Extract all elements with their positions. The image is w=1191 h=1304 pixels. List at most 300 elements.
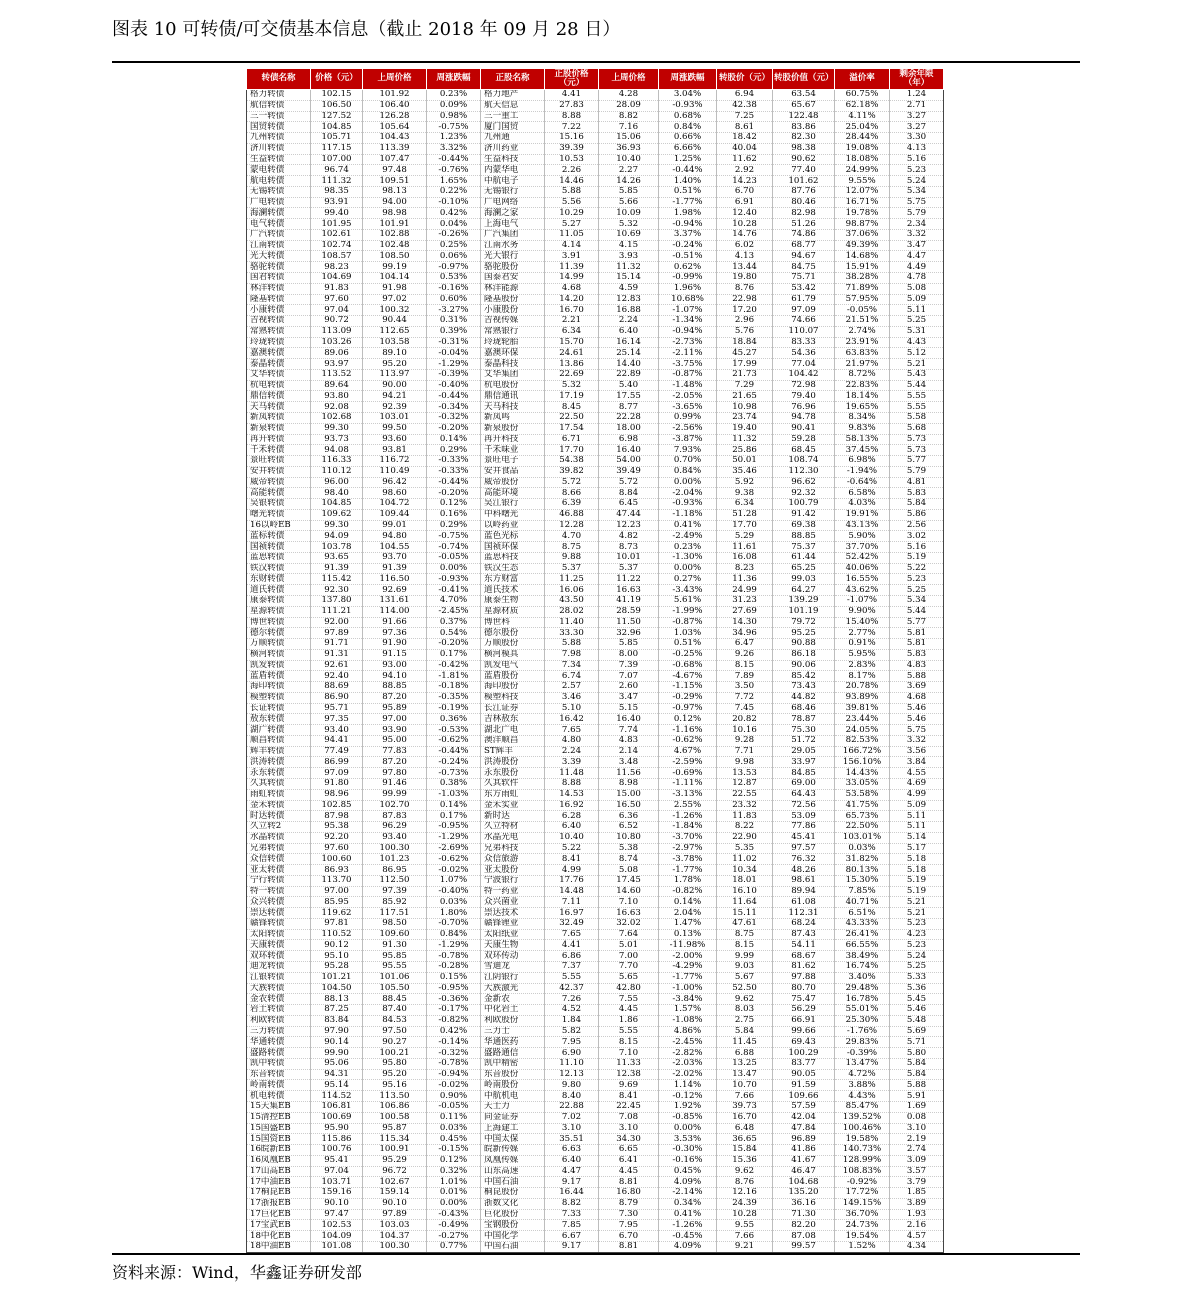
- table-cell: -0.16%: [659, 1155, 717, 1166]
- table-row: [247, 1048, 944, 1059]
- table-cell: 3.79: [890, 1177, 944, 1188]
- table-cell: 100.58: [363, 1112, 427, 1123]
- table-cell: 7.85: [545, 1220, 599, 1231]
- table-cell: 2.34: [890, 219, 944, 230]
- table-cell: 97.81: [311, 918, 363, 929]
- table-cell: 14.20: [545, 294, 599, 305]
- table-cell: 14.46: [545, 176, 599, 187]
- table-row: [247, 1145, 944, 1156]
- table-row: [247, 940, 944, 951]
- table-cell: 2.74: [890, 1145, 944, 1156]
- table-cell: 29.48%: [835, 983, 890, 994]
- table-cell: 99.66: [773, 1026, 835, 1037]
- table-row: [247, 1177, 944, 1188]
- table-cell: 0.84%: [427, 929, 481, 940]
- table-cell: 15国盛EB: [247, 1123, 311, 1134]
- table-cell: 96.72: [363, 1166, 427, 1177]
- table-cell: 64.27: [773, 585, 835, 596]
- table-cell: 0.00%: [659, 563, 717, 574]
- table-cell: 96.42: [363, 477, 427, 488]
- table-cell: 109.60: [363, 929, 427, 940]
- table-cell: -3.70%: [659, 832, 717, 843]
- table-cell: -0.42%: [427, 660, 481, 671]
- table-cell: 113.09: [311, 326, 363, 337]
- table-cell: 166.72%: [835, 746, 890, 757]
- table-row: [247, 735, 944, 746]
- table-cell: 11.36: [717, 574, 773, 585]
- table-cell: 8.88: [545, 779, 599, 790]
- table-cell: 5.48: [890, 1015, 944, 1026]
- table-cell: 12.87: [717, 779, 773, 790]
- table-cell: 10.01: [599, 552, 659, 563]
- table-cell: 17巨化EB: [247, 1209, 311, 1220]
- table-cell: -1.03%: [427, 789, 481, 800]
- table-cell: 18.00: [599, 423, 659, 434]
- table-cell: 77.83: [363, 746, 427, 757]
- table-cell: 机电转债: [247, 1091, 311, 1102]
- table-cell: 9.55%: [835, 176, 890, 187]
- table-cell: 40.04: [717, 143, 773, 154]
- table-cell: 7.85%: [835, 886, 890, 897]
- table-cell: 10.40: [545, 832, 599, 843]
- table-cell: 126.28: [363, 111, 427, 122]
- table-cell: 4.80: [545, 735, 599, 746]
- table-cell: 华通医药: [481, 1037, 545, 1048]
- table-cell: 86.90: [311, 692, 363, 703]
- table-cell: -0.62%: [427, 735, 481, 746]
- table-cell: -0.45%: [659, 1231, 717, 1242]
- table-cell: 特一转债: [247, 886, 311, 897]
- table-cell: 0.39%: [427, 326, 481, 337]
- table-cell: 7.00: [599, 951, 659, 962]
- table-cell: 0.03%: [427, 1123, 481, 1134]
- source-note: 资料来源：Wind，华鑫证券研发部: [112, 1263, 362, 1282]
- table-cell: 4.13: [890, 143, 944, 154]
- table-cell: 24.73%: [835, 1220, 890, 1231]
- table-cell: 天马转债: [247, 402, 311, 413]
- table-cell: 18.01: [717, 875, 773, 886]
- table-cell: 0.00%: [427, 1198, 481, 1209]
- table-cell: 盛路通信: [481, 1048, 545, 1059]
- table-row: [247, 197, 944, 208]
- table-row: [247, 962, 944, 973]
- table-cell: 洪涛股份: [481, 757, 545, 768]
- table-cell: 139.29: [773, 595, 835, 606]
- table-cell: -0.24%: [659, 240, 717, 251]
- table-cell: 59.28: [773, 434, 835, 445]
- table-cell: 97.04: [311, 305, 363, 316]
- table-cell: 11.64: [717, 897, 773, 908]
- table-cell: 39.81%: [835, 703, 890, 714]
- table-cell: 47.61: [717, 918, 773, 929]
- table-cell: 90.88: [773, 639, 835, 650]
- table-cell: 42.04: [773, 1112, 835, 1123]
- table-cell: 5.23: [890, 574, 944, 585]
- table-cell: 97.00: [311, 886, 363, 897]
- table-cell: 13.47: [717, 1069, 773, 1080]
- table-cell: 7.08: [599, 1112, 659, 1123]
- table-cell: 16.74%: [835, 962, 890, 973]
- table-cell: 洪涛转债: [247, 757, 311, 768]
- table-cell: 内蒙华电: [481, 165, 545, 176]
- table-cell: -0.85%: [659, 1112, 717, 1123]
- table-cell: 11.39: [545, 262, 599, 273]
- table-cell: 6.47: [717, 639, 773, 650]
- table-cell: -2.56%: [659, 423, 717, 434]
- table-cell: 3.89: [890, 1198, 944, 1209]
- table-cell: 0.31%: [427, 316, 481, 327]
- table-cell: 8.73: [599, 542, 659, 553]
- table-cell: 35.46: [717, 466, 773, 477]
- table-cell: 14.23: [717, 176, 773, 187]
- table-cell: 5.23: [890, 918, 944, 929]
- table-cell: 盛路转债: [247, 1048, 311, 1059]
- table-cell: 5.27: [545, 219, 599, 230]
- table-cell: 太阳转债: [247, 929, 311, 940]
- table-row: [247, 929, 944, 940]
- table-cell: 3.69: [890, 682, 944, 693]
- table-cell: 3.47: [599, 692, 659, 703]
- table-cell: 0.60%: [427, 294, 481, 305]
- table-cell: 43.33%: [835, 918, 890, 929]
- table-cell: 5.84: [717, 1026, 773, 1037]
- table-cell: 93.00: [363, 660, 427, 671]
- table-cell: -0.75%: [427, 122, 481, 133]
- table-cell: 8.15: [717, 660, 773, 671]
- table-cell: 2.26: [545, 165, 599, 176]
- table-cell: 56.29: [773, 1005, 835, 1016]
- table-cell: 41.75%: [835, 800, 890, 811]
- table-cell: 3.46: [545, 692, 599, 703]
- table-cell: 8.61: [717, 122, 773, 133]
- table-cell: 九州转债: [247, 133, 311, 144]
- table-body: [247, 90, 944, 1253]
- table-cell: 115.34: [363, 1134, 427, 1145]
- table-cell: 109.44: [363, 509, 427, 520]
- table-cell: 5.72: [599, 477, 659, 488]
- table-cell: 6.45: [599, 499, 659, 510]
- table-cell: 106.50: [311, 100, 363, 111]
- table-cell: 7.70: [599, 962, 659, 973]
- table-cell: 28.02: [545, 606, 599, 617]
- table-cell: 特一药业: [481, 886, 545, 897]
- table-cell: 2.92: [717, 165, 773, 176]
- table-cell: 9.98: [717, 757, 773, 768]
- table-cell: 7.65: [545, 725, 599, 736]
- table-cell: 6.66%: [659, 143, 717, 154]
- column-header: 周涨跌幅: [659, 69, 717, 90]
- table-cell: 13.86: [545, 359, 599, 370]
- table-cell: 4.99: [890, 789, 944, 800]
- table-cell: 11.32: [717, 434, 773, 445]
- table-cell: 国君转债: [247, 273, 311, 284]
- table-cell: -2.59%: [659, 757, 717, 768]
- table-cell: 114.52: [311, 1091, 363, 1102]
- table-cell: 17.70: [717, 520, 773, 531]
- table-cell: 5.38: [599, 843, 659, 854]
- column-header: 正股价格（元）: [545, 69, 599, 90]
- table-cell: 久其软件: [481, 779, 545, 790]
- table-cell: 104.42: [773, 369, 835, 380]
- table-cell: 0.68%: [659, 111, 717, 122]
- table-cell: -1.00%: [659, 983, 717, 994]
- page-title: 图表 10 可转债/可交债基本信息（截止 2018 年 09 月 28 日）: [112, 19, 621, 40]
- table-cell: 159.14: [363, 1188, 427, 1199]
- table-cell: 13.47%: [835, 1058, 890, 1069]
- table-cell: 6.58%: [835, 488, 890, 499]
- table-cell: 5.91: [890, 1091, 944, 1102]
- table-cell: 19.91%: [835, 509, 890, 520]
- table-cell: -2.04%: [659, 488, 717, 499]
- table-cell: 115.42: [311, 574, 363, 585]
- table-cell: 0.06%: [427, 251, 481, 262]
- table-cell: 6.28: [545, 811, 599, 822]
- table-cell: 105.50: [363, 983, 427, 994]
- table-cell: -0.87%: [659, 369, 717, 380]
- table-cell: 4.03%: [835, 499, 890, 510]
- table-cell: 1.96%: [659, 283, 717, 294]
- table-row: [247, 951, 944, 962]
- table-cell: 16.78%: [835, 994, 890, 1005]
- table-cell: -0.20%: [427, 423, 481, 434]
- bond-table-container: [246, 68, 943, 1253]
- table-cell: 13.44: [717, 262, 773, 273]
- table-cell: 10.53: [545, 154, 599, 165]
- table-cell: 100.79: [773, 499, 835, 510]
- table-cell: 6.70: [599, 1231, 659, 1242]
- table-cell: 90.06: [773, 660, 835, 671]
- table-cell: 横河转债: [247, 649, 311, 660]
- table-cell: 83.84: [311, 1015, 363, 1026]
- table-cell: 33.30: [545, 628, 599, 639]
- table-cell: 0.17%: [427, 811, 481, 822]
- table-cell: 102.15: [311, 90, 363, 101]
- table-cell: 1.14%: [659, 1080, 717, 1091]
- table-cell: 同金证券: [481, 1112, 545, 1123]
- table-cell: 7.71: [717, 746, 773, 757]
- table-cell: -3.87%: [659, 434, 717, 445]
- table-cell: 32.96: [599, 628, 659, 639]
- table-cell: 济川转债: [247, 143, 311, 154]
- table-cell: 0.45%: [427, 1134, 481, 1145]
- table-cell: 众兴转债: [247, 897, 311, 908]
- table-cell: 16.70: [545, 305, 599, 316]
- table-cell: 113.97: [363, 369, 427, 380]
- table-cell: -0.82%: [659, 886, 717, 897]
- table-cell: 90.14: [311, 1037, 363, 1048]
- table-cell: 蓝思转债: [247, 552, 311, 563]
- table-row: [247, 1209, 944, 1220]
- table-cell: 杭电股份: [481, 380, 545, 391]
- table-cell: 华通转债: [247, 1037, 311, 1048]
- table-cell: 9.26: [717, 649, 773, 660]
- table-cell: 11.25: [545, 574, 599, 585]
- table-cell: 4.57: [890, 1231, 944, 1242]
- table-cell: 103.01%: [835, 832, 890, 843]
- table-cell: -0.20%: [427, 488, 481, 499]
- table-cell: 东音股份: [481, 1069, 545, 1080]
- table-cell: 曙光转债: [247, 509, 311, 520]
- table-cell: 9.03: [717, 962, 773, 973]
- table-cell: 2.83%: [835, 660, 890, 671]
- table-cell: 72.56: [773, 800, 835, 811]
- table-row: [247, 456, 944, 467]
- table-cell: 7.66: [717, 1231, 773, 1242]
- table-cell: -0.74%: [427, 542, 481, 553]
- bond-info-table: [246, 68, 944, 1253]
- table-cell: 双环传动: [481, 951, 545, 962]
- table-cell: 江南水务: [481, 240, 545, 251]
- table-cell: 108.50: [363, 251, 427, 262]
- table-cell: 107.47: [363, 154, 427, 165]
- table-cell: 5.25: [890, 316, 944, 327]
- table-cell: 63.83%: [835, 348, 890, 359]
- table-cell: 上海建工: [481, 1123, 545, 1134]
- table-cell: 9.80: [545, 1080, 599, 1091]
- table-cell: 111.21: [311, 606, 363, 617]
- table-cell: 14.76: [717, 229, 773, 240]
- table-cell: 127.52: [311, 111, 363, 122]
- table-cell: 97.39: [363, 886, 427, 897]
- table-cell: -0.95%: [427, 822, 481, 833]
- table-cell: -1.18%: [659, 509, 717, 520]
- table-cell: 93.89%: [835, 692, 890, 703]
- table-cell: 8.66: [545, 488, 599, 499]
- table-row: [247, 111, 944, 122]
- table-cell: 中航电子: [481, 176, 545, 187]
- table-cell: 91.59: [773, 1080, 835, 1091]
- table-cell: 32.02: [599, 918, 659, 929]
- table-cell: 5.24: [890, 951, 944, 962]
- table-cell: 21.73: [717, 369, 773, 380]
- table-cell: -1.77%: [659, 197, 717, 208]
- table-cell: 4.55: [890, 768, 944, 779]
- table-cell: 5.16: [890, 154, 944, 165]
- table-cell: 97.47: [311, 1209, 363, 1220]
- table-cell: 80.13%: [835, 865, 890, 876]
- table-cell: 5.58: [890, 412, 944, 423]
- table-cell: 万顺转债: [247, 639, 311, 650]
- table-cell: 94.10: [363, 671, 427, 682]
- table-cell: -0.28%: [427, 962, 481, 973]
- table-cell: 5.75: [890, 197, 944, 208]
- table-cell: 6.34: [545, 326, 599, 337]
- table-cell: 5.77: [890, 617, 944, 628]
- table-row: [247, 1134, 944, 1145]
- table-cell: 92.32: [773, 488, 835, 499]
- table-cell: 蓝盾转债: [247, 671, 311, 682]
- table-cell: 17.45: [599, 875, 659, 886]
- table-row: [247, 488, 944, 499]
- table-cell: 2.24: [545, 746, 599, 757]
- table-cell: 林洋转债: [247, 283, 311, 294]
- table-cell: 骆驼股份: [481, 262, 545, 273]
- table-cell: 威帝股份: [481, 477, 545, 488]
- table-cell: 37.45%: [835, 445, 890, 456]
- table-cell: 7.16: [599, 122, 659, 133]
- table-row: [247, 972, 944, 983]
- table-cell: 5.88: [890, 1080, 944, 1091]
- table-cell: 10.28: [717, 1209, 773, 1220]
- table-row: [247, 563, 944, 574]
- table-cell: 5.83: [890, 649, 944, 660]
- table-cell: 90.62: [773, 154, 835, 165]
- table-cell: 15清控EB: [247, 1112, 311, 1123]
- table-cell: 54.00: [599, 456, 659, 467]
- table-cell: -0.53%: [427, 725, 481, 736]
- table-cell: 49.39%: [835, 240, 890, 251]
- table-row: [247, 1123, 944, 1134]
- table-cell: 14.26: [599, 176, 659, 187]
- table-cell: 艾华集团: [481, 369, 545, 380]
- table-cell: 15.70: [545, 337, 599, 348]
- table-cell: 87.40: [363, 1005, 427, 1016]
- table-cell: 2.04%: [659, 908, 717, 919]
- table-cell: 8.88: [545, 111, 599, 122]
- table-row: [247, 639, 944, 650]
- table-cell: 95.06: [311, 1058, 363, 1069]
- table-cell: 92.00: [311, 617, 363, 628]
- table-cell: 11.56: [599, 768, 659, 779]
- table-cell: 兄弟科技: [481, 843, 545, 854]
- table-cell: 山东高速: [481, 1166, 545, 1177]
- table-cell: 92.20: [311, 832, 363, 843]
- table-row: [247, 176, 944, 187]
- table-cell: 江银转债: [247, 972, 311, 983]
- table-cell: 1.92%: [659, 1101, 717, 1112]
- table-cell: 87.83: [363, 811, 427, 822]
- table-cell: 5.09: [890, 800, 944, 811]
- table-cell: 5.31: [890, 326, 944, 337]
- table-cell: 0.42%: [427, 208, 481, 219]
- table-row: [247, 843, 944, 854]
- table-cell: -0.05%: [835, 305, 890, 316]
- table-cell: 6.51%: [835, 908, 890, 919]
- table-cell: 74.66: [773, 316, 835, 327]
- table-cell: 5.55: [890, 391, 944, 402]
- table-cell: 12.38: [599, 1069, 659, 1080]
- table-cell: 99.50: [363, 423, 427, 434]
- table-cell: 0.14%: [659, 897, 717, 908]
- table-cell: 10.16: [717, 725, 773, 736]
- table-cell: 19.80: [717, 273, 773, 284]
- table-cell: 3.47: [890, 240, 944, 251]
- table-row: [247, 994, 944, 1005]
- table-cell: -2.02%: [659, 1069, 717, 1080]
- table-cell: 8.15: [717, 940, 773, 951]
- table-cell: 88.13: [311, 994, 363, 1005]
- table-cell: 5.55: [599, 1026, 659, 1037]
- table-cell: 95.14: [311, 1080, 363, 1091]
- table-cell: 5.12: [890, 348, 944, 359]
- table-cell: 5.11: [890, 811, 944, 822]
- table-cell: 90.41: [773, 423, 835, 434]
- table-cell: -0.40%: [427, 886, 481, 897]
- table-cell: 5.45: [890, 994, 944, 1005]
- table-cell: 赣锋转债: [247, 918, 311, 929]
- table-cell: 5.77: [890, 456, 944, 467]
- table-cell: 98.40: [311, 488, 363, 499]
- table-cell: 博世科: [481, 617, 545, 628]
- table-cell: 75.71: [773, 273, 835, 284]
- table-cell: 5.23: [890, 940, 944, 951]
- table-cell: 12.07%: [835, 186, 890, 197]
- table-row: [247, 542, 944, 553]
- table-cell: 18.84: [717, 337, 773, 348]
- table-cell: 5.88: [890, 671, 944, 682]
- table-cell: 75.47: [773, 994, 835, 1005]
- table-cell: 4.23: [890, 929, 944, 940]
